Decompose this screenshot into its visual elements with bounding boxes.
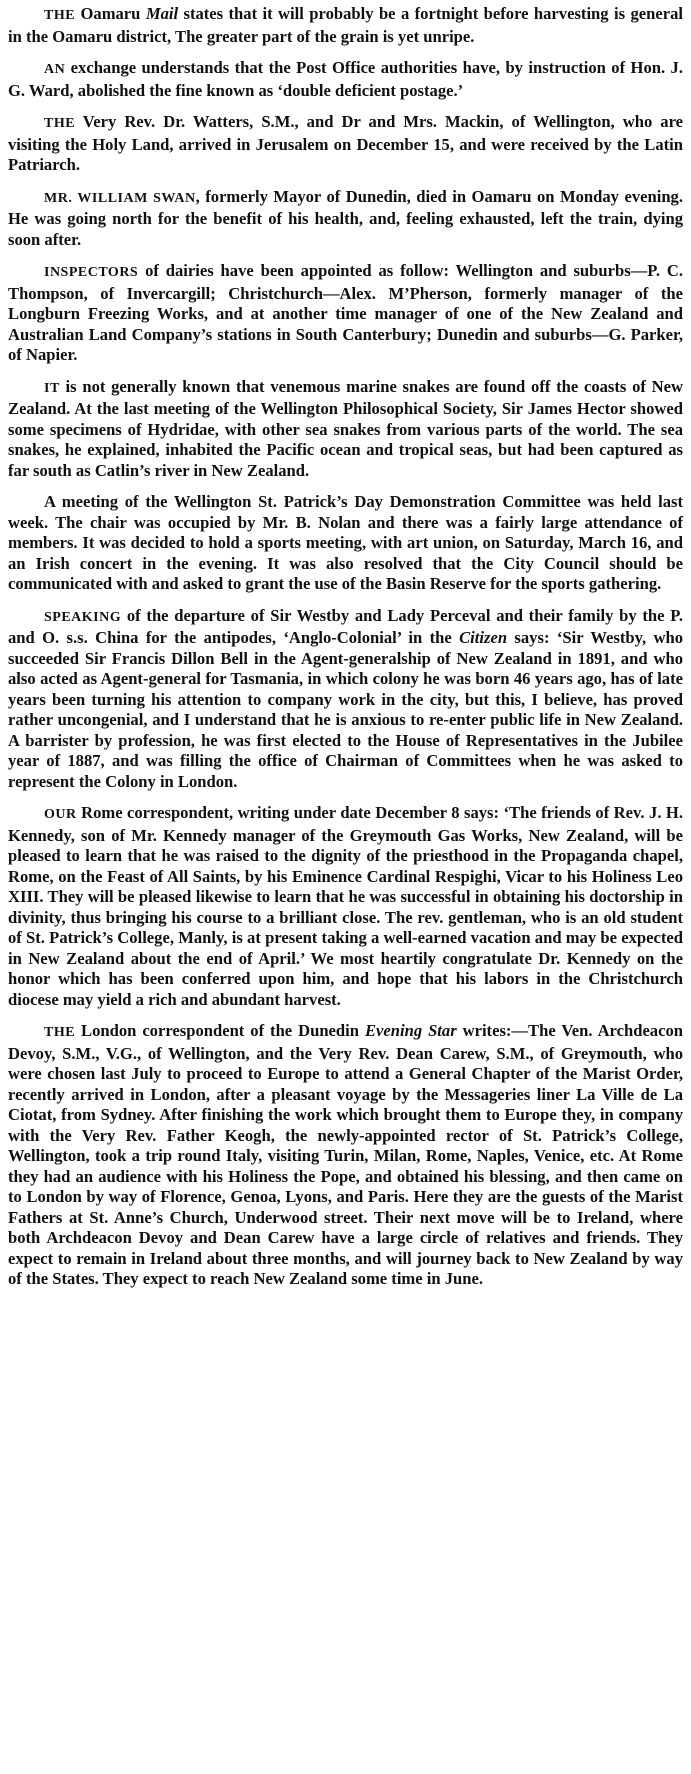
article-paragraph-watters-mackin	[8, 112, 683, 176]
italic-title: Citizen	[459, 628, 508, 647]
paragraph-text: of the departure of Sir Westby and Lady Perceval and their family by the P. and O. s.s. China for the antipodes, ‘Anglo-Colonial’ in the	[8, 605, 683, 647]
lead-words: INSPECTORS	[44, 265, 139, 280]
article-paragraph-william-swan	[8, 187, 683, 251]
article-paragraph-sea-snakes	[8, 377, 683, 482]
lead-words: THE	[44, 116, 76, 131]
lead-words: MR. WILLIAM SWAN	[44, 190, 196, 206]
lead-words: SPEAKING	[44, 609, 122, 625]
lead-words: OUR	[44, 807, 77, 822]
paragraph-text: exchange understands that the Post Office authorities have, by instruction of Hon. J. G. Ward, abolished the fine known as ‘double deficient postage.’	[8, 58, 683, 100]
paragraph-text: says: ‘Sir Westby, who succeeded Sir Francis Dillon Bell in the Agent-generalship of New Zealand in 1891, and who also acted as Agent-general for Tasmania, in which colony he was born 46 years ago, has of late years been turning his attention to company work in the city, but this, I believe, has proved rather uncongenial, and I understand that he is anxious to re-enter public life in New Zealand. A barrister by profession, he was first elected to the House of Representatives in the Jubilee year of 1887, and was filling the office of Chairman of Committees when he was asked to represent the Colony in London.	[8, 628, 683, 791]
paragraph-text: A meeting of the Wellington St. Patrick’s Day Demonstration Committee was held last week. The chair was occupied by Mr. B. Nolan and there was a fairly large attendance of members. It was decided to hold a sports meeting, with art union, on Saturday, March 16, and an Irish concert in the evening. It was also resolved that the City Council should be communicated with and asked to grant the use of the Basin Reserve for the sports gathering.	[8, 492, 683, 593]
article-paragraph-post-office	[8, 58, 683, 101]
paragraph-text: is not generally known that venemous marine snakes are found off the coasts of New Zealand. At the last meeting of the Wellington Philosophical Society, Sir James Hector showed some specimens of Hydridae, with other sea snakes from various parts of the world. The sea snakes, he explained, inhabited the Pacific ocean and tropical seas, but had been captured as far south as Catlin’s river in New Zealand.	[8, 376, 683, 480]
lead-words: IT	[44, 380, 60, 396]
article-paragraph-oamaru-mail	[8, 4, 683, 47]
lead-words: AN	[44, 62, 66, 77]
paragraph-text: Very Rev. Dr. Watters, S.M., and Dr and Mrs. Mackin, of Wellington, who are visiting the Holy Land, arrived in Jerusalem on December 15, and were received by the Latin Patriarch.	[8, 112, 683, 174]
paragraph-text: , formerly Mayor of Dunedin, died in Oamaru on Monday evening. He was going north for the benefit of his health, and, feeling exhausted, left the train, dying soon after.	[8, 186, 683, 249]
paragraph-text: Oamaru	[75, 4, 146, 23]
article-paragraph-perceval	[8, 606, 683, 793]
paragraph-text: states that it will probably be a fortnight before harvesting is general in the Oamaru district, The greater part of the grain is yet unripe.	[8, 4, 683, 46]
lead-words: THE	[44, 1025, 76, 1040]
paragraph-text: of dairies have been appointed as follow: Wellington and suburbs—P. C. Thompson, of Invercargill; Christchurch—Alex. M’Pherson, formerly manager of the Longburn Freezing Works, and at another time manager of one of the New Zealand and Australian Land Company’s stations in South Canterbury; Dunedin and suburbs—G. Parker, of Napier.	[8, 261, 683, 364]
article-paragraph-inspectors	[8, 261, 683, 366]
paragraph-text: London correspondent of the Dunedin	[75, 1021, 365, 1040]
italic-title: Evening Star	[364, 1021, 457, 1040]
italic-title: Mail	[145, 4, 179, 23]
article-paragraph-devoy-carew	[8, 1021, 683, 1290]
lead-words: THE	[44, 8, 76, 23]
paragraph-text: writes:—The Ven. Archdeacon Devoy, S.M., V.G., of Wellington, and the Very Rev. Dean Carew, S.M., of Greymouth, who were chosen last July to proceed to Europe to attend a General Chapter of the Marist Order, recently arrived in London, after a pleasant voyage by the Messageries liner La Ville de La Ciotat, from Sydney. After finishing the work which brought them to Europe they, in company with the Very Rev. Father Keogh, the newly-appointed rector of St. Patrick’s College, Wellington, took a trip round Italy, visiting Turin, Milan, Rome, Naples, Venice, etc. At Rome they had an audience with his Holiness the Pope, and obtained his blessing, and then came on to London by way of Florence, Genoa, Lyons, and Paris. Here they are the guests of the Marist Fathers at St. Anne’s Church, Underwood street. Their next move will be to Ireland, where both Archdeacon Devoy and Dean Carew have a large circle of relatives and friends. They expect to remain in Ireland about three months, and will journey back to New Zealand by way of the States. They expect to reach New Zealand some time in June.	[8, 1021, 683, 1288]
paragraph-text: Rome correspondent, writing under date December 8 says: ‘The friends of Rev. J. H. Kennedy, son of Mr. Kennedy manager of the Greymouth Gas Works, New Zealand, will be pleased to learn that he was raised to the dignity of the priesthood in the Propaganda chapel, Rome, on the Feast of All Saints, by his Eminence Cardinal Respighi, Vicar to his Holiness Leo XIII. They will be pleased likewise to learn that he was successful in obtaining his doctorship in divinity, thus bringing his course to a brilliant close. The rev. gentleman, who is an old student of St. Patrick’s College, Manly, is at present taking a well-earned vacation and may be expected in New Zealand about the end of April.’ We most heartily congratulate Dr. Kennedy on the honor which has been conferred upon him, and hope that his labors in the Christchurch diocese may yield a rich and abundant harvest.	[8, 803, 683, 1009]
article-paragraph-rome-kennedy	[8, 803, 683, 1010]
article-paragraph-st-patricks-day	[8, 492, 683, 595]
